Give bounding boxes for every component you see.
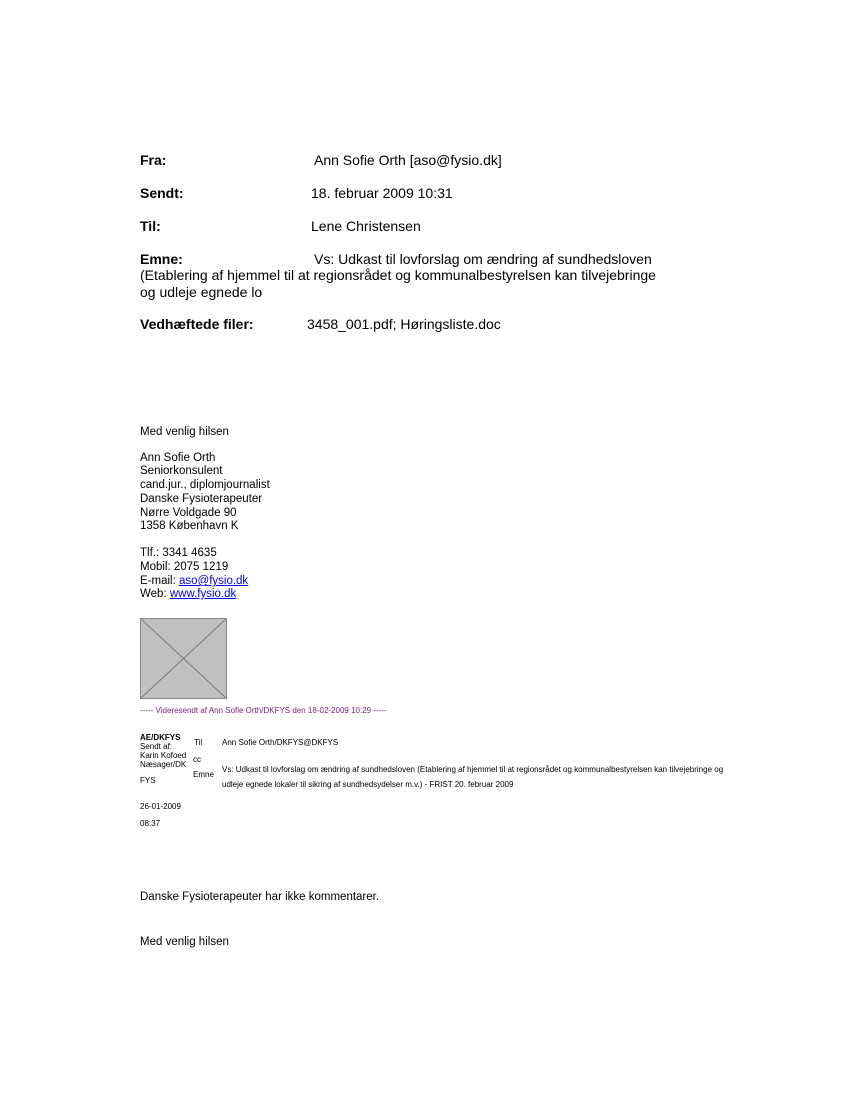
signature-email-line bbox=[140, 575, 248, 589]
web-label: Web: bbox=[140, 588, 170, 600]
attachments-label: Vedhæftede filer: bbox=[140, 316, 254, 332]
forward-sent-by-3: FYS bbox=[140, 776, 156, 785]
sent-label: Sendt: bbox=[140, 185, 184, 201]
signature-name: Ann Sofie Orth bbox=[140, 452, 216, 464]
forward-sent-by-label: Sendt af: bbox=[140, 742, 173, 751]
body-comment: Danske Fysioterapeuter har ikke kommentarer. bbox=[140, 891, 380, 903]
forward-line: ----- Videresendt af Ann Sofie Orth/DKFYS den 18-02-2009 10:29 ----- bbox=[140, 706, 387, 715]
forward-subject-label: Emne bbox=[193, 770, 214, 779]
forward-subject-2: udleje egnede lokaler til sikring af sundhedsydelser m.v.) - FRIST 20. februar 2009 bbox=[222, 780, 514, 789]
to-value: Lene Christensen bbox=[311, 218, 421, 234]
forward-subject-1: Vs: Udkast til lovforslag om ændring af sundhedsloven (Etablering af hjemmel til at regionsrådet og kommunalbestyrelsen kan tilvejebringe og bbox=[222, 765, 724, 774]
signature-org: Danske Fysioterapeuter bbox=[140, 493, 263, 505]
greeting: Med venlig hilsen bbox=[140, 426, 229, 438]
email-link[interactable]: aso@fysio.dk bbox=[178, 575, 249, 587]
image-placeholder-icon bbox=[141, 619, 226, 698]
attachments-value: 3458_001.pdf; Høringsliste.doc bbox=[307, 316, 501, 332]
forward-sender-org: AE/DKFYS bbox=[140, 733, 181, 742]
subject-label: Emne: bbox=[140, 251, 183, 267]
subject-line-1: Vs: Udkast til lovforslag om ændring af sundhedsloven bbox=[314, 251, 652, 267]
body-closing: Med venlig hilsen bbox=[140, 936, 229, 948]
signature-title: Seniorkonsulent bbox=[140, 465, 223, 477]
subject-line-3: og udleje egnede lo bbox=[140, 284, 263, 300]
web-link[interactable]: www.fysio.dk bbox=[169, 588, 237, 600]
forward-sent-by-1: Karin Kofoed bbox=[140, 751, 187, 760]
from-value: Ann Sofie Orth [aso@fysio.dk] bbox=[314, 152, 502, 168]
forward-date: 26-01-2009 bbox=[140, 802, 181, 811]
forward-to-label: Til bbox=[194, 738, 203, 747]
forward-time: 08:37 bbox=[140, 819, 161, 828]
broken-image-placeholder bbox=[140, 618, 227, 699]
from-label: Fra: bbox=[140, 152, 167, 168]
signature-mobile: Mobil: 2075 1219 bbox=[140, 561, 229, 573]
signature-city: 1358 København K bbox=[140, 520, 239, 532]
signature-phone: Tlf.: 3341 4635 bbox=[140, 547, 217, 559]
email-label: E-mail: bbox=[140, 575, 179, 587]
forward-to-value: Ann Sofie Orth/DKFYS@DKFYS bbox=[222, 738, 339, 747]
forward-cc-label: cc bbox=[193, 755, 201, 764]
forward-sent-by-2: Næsager/DK bbox=[140, 760, 187, 769]
signature-street: Nørre Voldgade 90 bbox=[140, 507, 237, 519]
signature-web-line bbox=[140, 588, 236, 602]
subject-line-2: (Etablering af hjemmel til at regionsrådet og kommunalbestyrelsen kan tilvejebringe bbox=[140, 267, 656, 283]
signature-degree: cand.jur., diplomjournalist bbox=[140, 479, 270, 491]
sent-value: 18. februar 2009 10:31 bbox=[311, 185, 453, 201]
to-label: Til: bbox=[140, 218, 161, 234]
